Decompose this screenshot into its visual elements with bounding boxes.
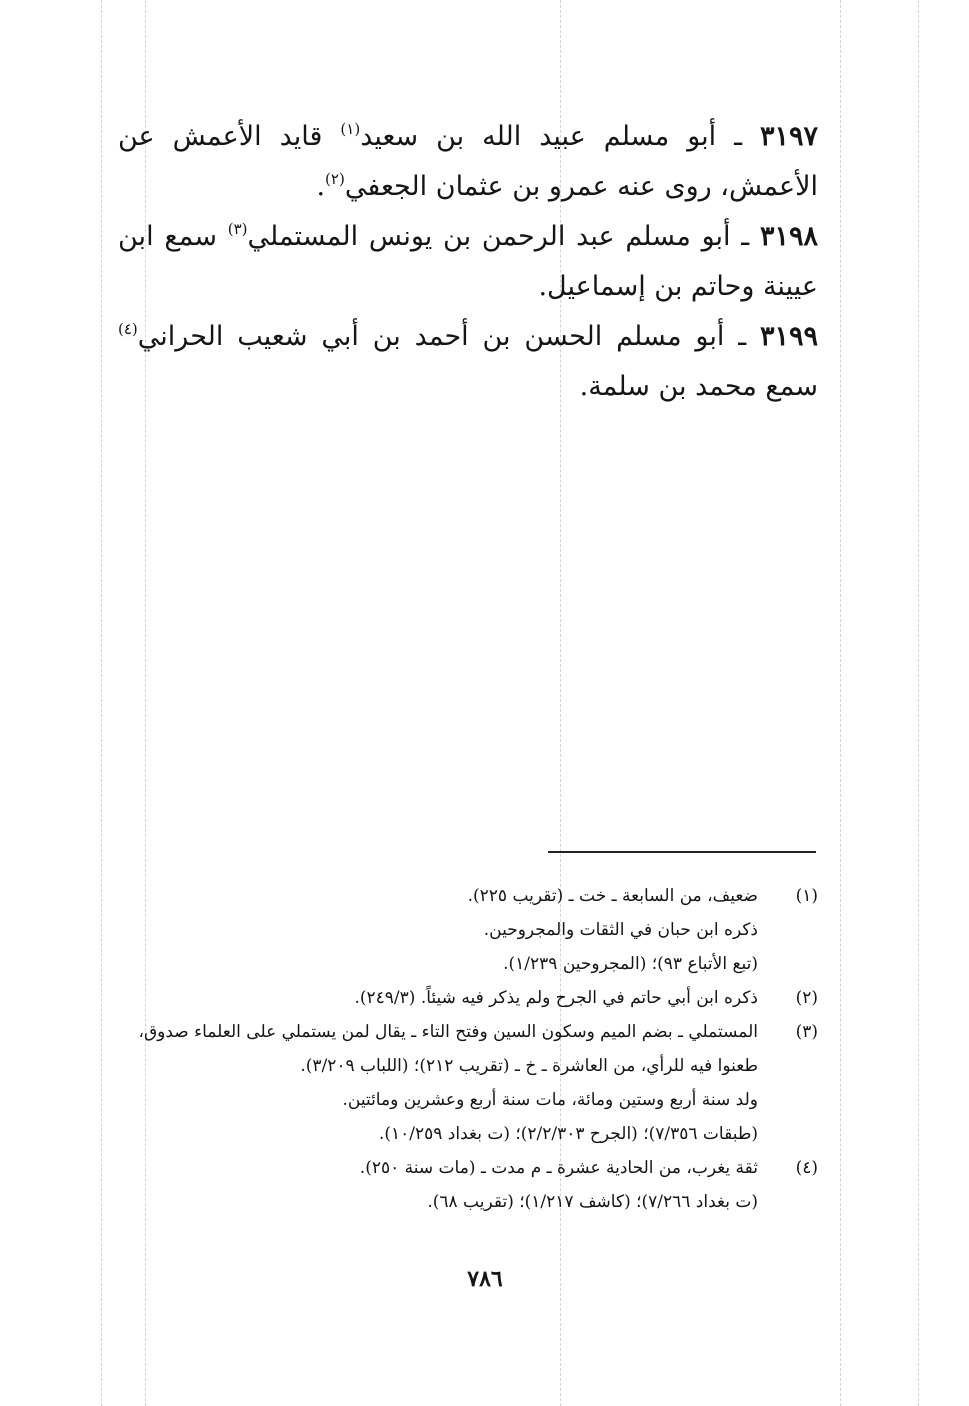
- footnote-number: (٤): [795, 1158, 818, 1178]
- entry-number: ٣١٩٩: [759, 321, 818, 352]
- entry-text: ـ أبو مسلم الحسن بن أحمد بن أبي شعيب الحراني: [137, 321, 760, 352]
- footnote-line: ضعيف، من السابعة ـ خت ـ (تقريب ٢٢٥).: [467, 886, 758, 906]
- entry-3199: [118, 312, 818, 412]
- entry-3198: [118, 212, 818, 312]
- footnote-number: (٣): [795, 1022, 818, 1042]
- scan-guide-line: [840, 0, 841, 1406]
- footnote-ref: (١): [340, 120, 361, 138]
- main-text: [118, 112, 818, 412]
- entry-text: ـ أبو مسلم عبيد الله بن سعيد: [360, 121, 760, 152]
- footnote-line: (تبع الأتباع ٩٣)؛ (المجروحين ١/٢٣٩).: [503, 954, 758, 974]
- entry-text: سمع ابن عيينة وحاتم بن إسماعيل.: [118, 221, 818, 302]
- entry-text: قايد الأعمش عن الأعمش، روى عنه عمرو بن عثمان الجعفي: [118, 121, 818, 202]
- entry-text: سمع محمد بن سلمة.: [579, 371, 818, 402]
- entry-number: ٣١٩٨: [759, 221, 818, 252]
- footnote-ref: (٣): [227, 220, 248, 238]
- footnote-line: ولد سنة أربع وستين ومائة، مات سنة أربع وعشرين ومائتين.: [342, 1090, 758, 1110]
- footnote-line: المستملي ـ بضم الميم وسكون السين وفتح التاء ـ يقال لمن يستملي على العلماء صدوق، طعنوا فيه للرأي، من العاشرة ـ خ ـ (تقريب ٢١٢)؛ (اللباب ٣/٢٠٩).: [138, 1022, 758, 1076]
- footnote-3: [118, 1015, 818, 1151]
- scan-guide-line: [918, 0, 919, 1406]
- entry-3197: [118, 112, 818, 212]
- footnote-line: ثقة يغرب، من الحادية عشرة ـ م مدت ـ (مات سنة ٢٥٠).: [359, 1158, 758, 1178]
- footnotes: [118, 879, 818, 1219]
- footnote-line: (طبقات ٧/٣٥٦)؛ (الجرح ٢/٢/٣٠٣)؛ (ت بغداد ١٠/٢٥٩).: [378, 1124, 758, 1144]
- footnote-4: [118, 1151, 818, 1219]
- footnote-number: (١): [795, 886, 818, 906]
- footnote-ref: (٤): [118, 320, 138, 338]
- footnote-line: ذكره ابن أبي حاتم في الجرح ولم يذكر فيه شيئاً. (٢٤٩/٣).: [354, 988, 758, 1008]
- footnote-line: (ت بغداد ٧/٢٦٦)؛ (كاشف ١/٢١٧)؛ (تقريب ٦٨).: [427, 1192, 758, 1212]
- entry-text: ـ أبو مسلم عبد الرحمن بن يونس المستملي: [247, 221, 760, 252]
- footnote-2: [118, 981, 818, 1015]
- footnote-line: ذكره ابن حبان في الثقات والمجروحين.: [483, 920, 758, 940]
- footnote-ref: (٢): [325, 170, 345, 188]
- footnote-separator: [548, 851, 816, 853]
- footnote-number: (٢): [795, 988, 818, 1008]
- entry-number: ٣١٩٧: [759, 121, 818, 152]
- scan-guide-line: [101, 0, 102, 1406]
- page-number: ٧٨٦: [467, 1266, 503, 1292]
- entry-text: .: [316, 171, 326, 202]
- footnote-1: [118, 879, 818, 981]
